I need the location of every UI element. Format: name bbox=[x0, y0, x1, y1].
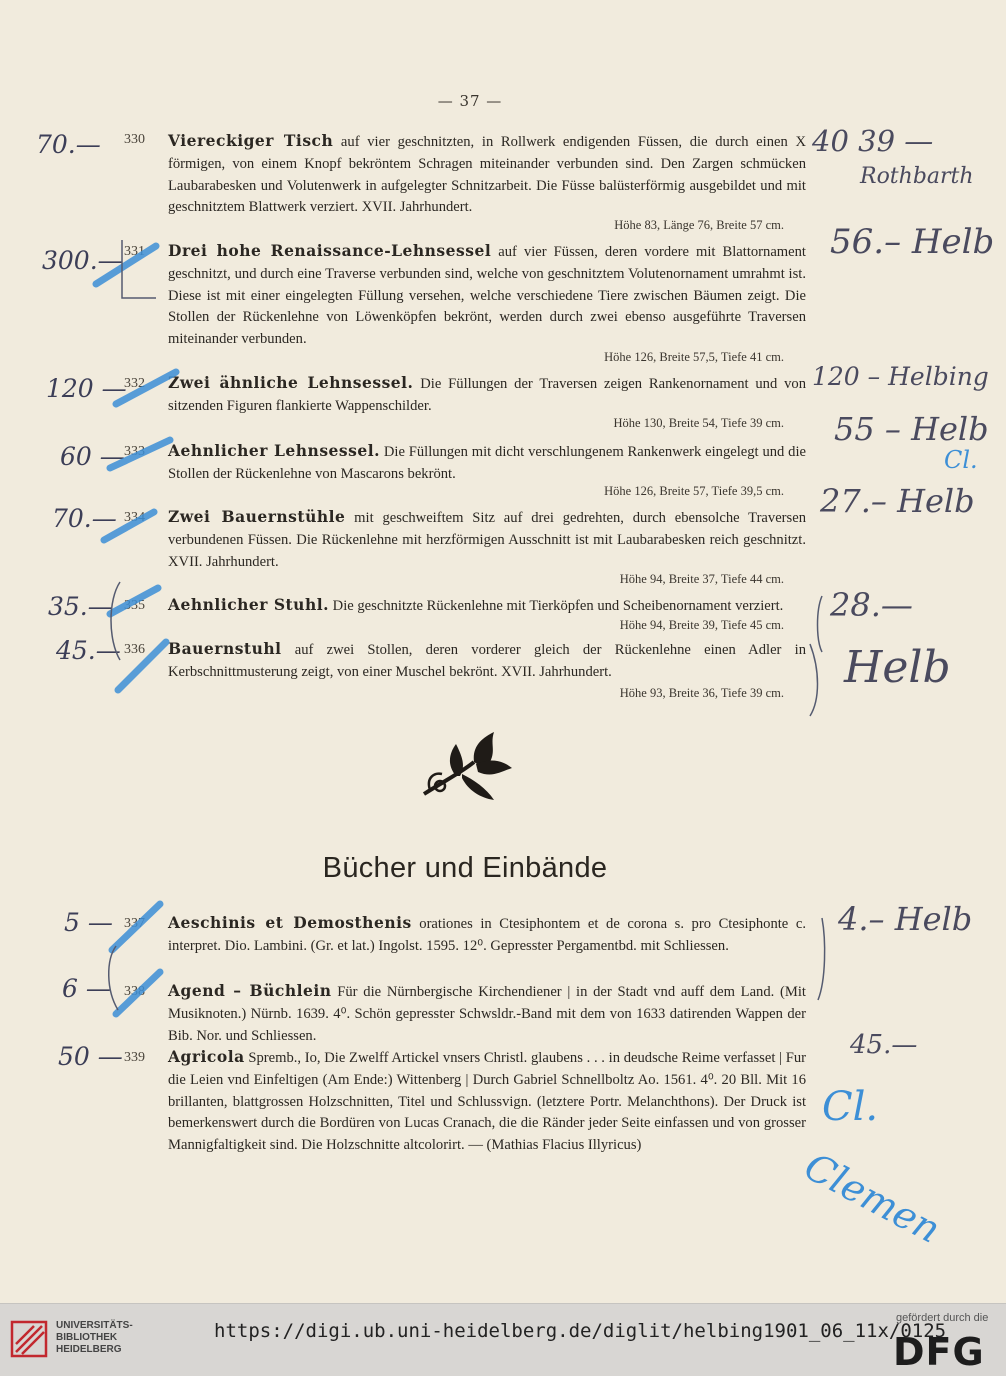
entry-title: Aehnlicher Stuhl. bbox=[168, 595, 330, 614]
entry-description: Die geschnitzte Rückenlehne mit Tierköpfen und Scheibenornament verziert. bbox=[329, 598, 784, 614]
entry-dimensions: Höhe 83, Länge 76, Breite 57 cm. bbox=[614, 218, 784, 232]
entry-dimensions: Höhe 130, Breite 54, Tiefe 39 cm. bbox=[613, 416, 784, 430]
lot-number: 332 bbox=[124, 376, 145, 391]
handwritten-price: 6 — bbox=[62, 974, 111, 1003]
entry-description: mit geschweiftem Sitz auf drei gedrehten, durch ebensolche Traversen verbundenen Füssen. Die Rückenlehne mit herzförmigen Ausschnitt ist mit Laubarabesken reich geschnitzt. XVII. Jahrhundert. bbox=[168, 510, 806, 570]
library-name-line: BIBLIOTHEK bbox=[56, 1332, 118, 1343]
margin-annotation: 27.– Helb bbox=[820, 482, 975, 520]
entry-title: Bauernstuhl bbox=[168, 639, 282, 658]
handwritten-price: 35.— bbox=[48, 592, 113, 621]
lot-number: 338 bbox=[124, 984, 145, 999]
handwritten-price: 70.— bbox=[52, 504, 117, 533]
lot-number: 337 bbox=[124, 916, 145, 931]
entry-title: Aehnlicher Lehnsessel. bbox=[168, 441, 381, 460]
lot-number: 333 bbox=[124, 444, 145, 459]
margin-annotation: 45.— bbox=[850, 1030, 918, 1060]
footer-bar bbox=[0, 1303, 1006, 1376]
lot-number: 334 bbox=[124, 510, 145, 525]
entry-description: Spremb., Io, Die Zwelff Artickel vnsers Christl. glaubens . . . in deudsche Reime verfasset | Fur die Leien vnd Einfeltigen (Am Ende:) Wittenberg | Durch Gabriel Schnellboltz Ao. 1561. 4⁰. 20 Bll. Mit 16 brillanten, blattgrossen Holzschnitten, Titel und Schlussvign. (letztere Portr. Melanchthons). Der Druck ist bemerkenswert durch die Bordüren von Lucas Cranach, die die Ränder jeder Seite einfassen und von grosser Mannigfaltigkeit sind. Die Holzschnitte altcolorirt. — (Mathias Flacius Illyricus) bbox=[168, 1050, 806, 1154]
university-logo-icon bbox=[10, 1318, 50, 1360]
handwritten-price: 60 — bbox=[60, 442, 125, 471]
source-url-link[interactable]: https://digi.ub.uni-heidelberg.de/diglit/helbing1901_06_11x/0125 bbox=[214, 1320, 947, 1342]
margin-annotation: 55 – Helb bbox=[834, 410, 989, 448]
margin-annotation: Helb bbox=[844, 642, 951, 693]
entry-description: Die Füllungen mit dicht verschlungenem Rankenwerk eingelegt und die Stollen der Rückenlehne von Mascarons bekrönt. bbox=[168, 444, 806, 482]
entry-title: Zwei Bauernstühle bbox=[168, 507, 346, 526]
lot-number: 339 bbox=[124, 1050, 145, 1065]
entry-description: Die Füllungen der Traversen zeigen Rankenornament und von sitzenden Figuren flankierte Wappenschilder. bbox=[168, 376, 806, 414]
margin-annotation: 56.– Helb bbox=[830, 222, 995, 262]
handwritten-price: 300.— bbox=[42, 246, 123, 275]
page-number: — 37 — bbox=[437, 92, 503, 110]
margin-annotation: 120 – Helbing bbox=[812, 362, 989, 391]
margin-annotation: 28.— bbox=[830, 586, 913, 624]
handwritten-price: 5 — bbox=[64, 908, 113, 937]
entry-dimensions: Höhe 94, Breite 37, Tiefe 44 cm. bbox=[619, 572, 784, 586]
handwritten-price: 45.— bbox=[56, 636, 121, 665]
entry-dimensions: Höhe 93, Breite 36, Tiefe 39 cm. bbox=[619, 686, 784, 700]
section-heading: Bücher und Einbände bbox=[322, 852, 608, 884]
library-name-line: UNIVERSITÄTS- bbox=[56, 1320, 133, 1331]
entry-title: Drei hohe Renaissance-Lehnsessel bbox=[168, 241, 492, 260]
lot-number: 331 bbox=[124, 244, 145, 259]
handwritten-price: 70.— bbox=[36, 130, 101, 159]
lot-number: 330 bbox=[124, 132, 145, 147]
entry-dimensions: Höhe 126, Breite 57,5, Tiefe 41 cm. bbox=[604, 350, 784, 364]
entry-title: Viereckiger Tisch bbox=[168, 131, 334, 150]
library-name-line: HEIDELBERG bbox=[56, 1344, 122, 1355]
entry-title: Agend – Büchlein bbox=[168, 981, 332, 1000]
dfg-logo: DFG bbox=[893, 1330, 985, 1374]
lot-number: 335 bbox=[124, 598, 145, 613]
margin-annotation: Cl. bbox=[822, 1084, 879, 1130]
margin-annotation: 40 39 — bbox=[812, 124, 934, 158]
entry-description: orationes in Ctesiphontem et de corona s. pro Ctesiphonte c. interpret. Dio. Lambini. (Gr. et lat.) Ingolst. 1595. 12⁰. Gepresster Pergamentbd. mit Schliessen. bbox=[168, 916, 806, 954]
library-name bbox=[56, 1320, 133, 1356]
margin-annotation: 4.– Helb bbox=[838, 900, 973, 938]
handwritten-price: 120 — bbox=[46, 374, 127, 403]
margin-annotation: Clemen bbox=[797, 1144, 948, 1252]
entry-description: auf zwei Stollen, deren vorderer gleich der Rückenlehne einen Adler in Kerbschnittmusterung zeigt, von einer Muschel bekrönt. XVII. Jahrhundert. bbox=[168, 642, 806, 680]
entry-title: Zwei ähnliche Lehnsessel. bbox=[168, 373, 414, 392]
entry-description: Für die Nürnbergische Kirchendiener | in der Stadt vnd auff dem Land. (Mit Musiknoten.) Nürnb. 1639. 4⁰. Schön gepresster Schwsldr.-Band mit dem von 1633 datirenden Wappen der Bib. Nor. und Schliessen. bbox=[168, 984, 806, 1044]
entry-dimensions: Höhe 126, Breite 57, Tiefe 39,5 cm. bbox=[604, 484, 784, 498]
margin-annotation: Cl. bbox=[944, 446, 978, 474]
entry-description: auf vier geschnitzten, in Rollwerk endigenden Füssen, die durch einen X förmigen, von einem Knopf bekröntem Schragen miteinander verbunden sind. Den Zargen schmücken Laubarabesken und Volutenwerk in aufgelegter Schnitzarbeit. Die Füsse balüsterförmig ausgebildet und mit geschnitztem Blattwerk verziert. XVII. Jahrhundert. bbox=[168, 134, 806, 216]
entry-description: auf vier Füssen, deren vordere mit Blattornament geschnitzt, und durch eine Traverse verbunden sind, welche von geschnitztem Volutenornament umrahmt ist. Diese ist mit einer eingelegten Füllung versehen, welche verschiedene Tiere zwischen Bäumen zeigt. Die Stollen der Rückenlehne von Löwenköpfen bekrönt, werden durch zwei ebenso ausgeführte Traversen miteinander verbunden. bbox=[168, 244, 806, 348]
entry-dimensions: Höhe 94, Breite 39, Tiefe 45 cm. bbox=[619, 618, 784, 632]
handwritten-price: 50 — bbox=[58, 1042, 123, 1071]
lot-number: 336 bbox=[124, 642, 145, 657]
sponsor-label: gefördert durch die bbox=[896, 1312, 989, 1324]
entry-title: Aeschinis et Demosthenis bbox=[168, 913, 412, 932]
margin-annotation: Rothbarth bbox=[860, 164, 974, 189]
entry-title: Agricola bbox=[168, 1047, 245, 1066]
